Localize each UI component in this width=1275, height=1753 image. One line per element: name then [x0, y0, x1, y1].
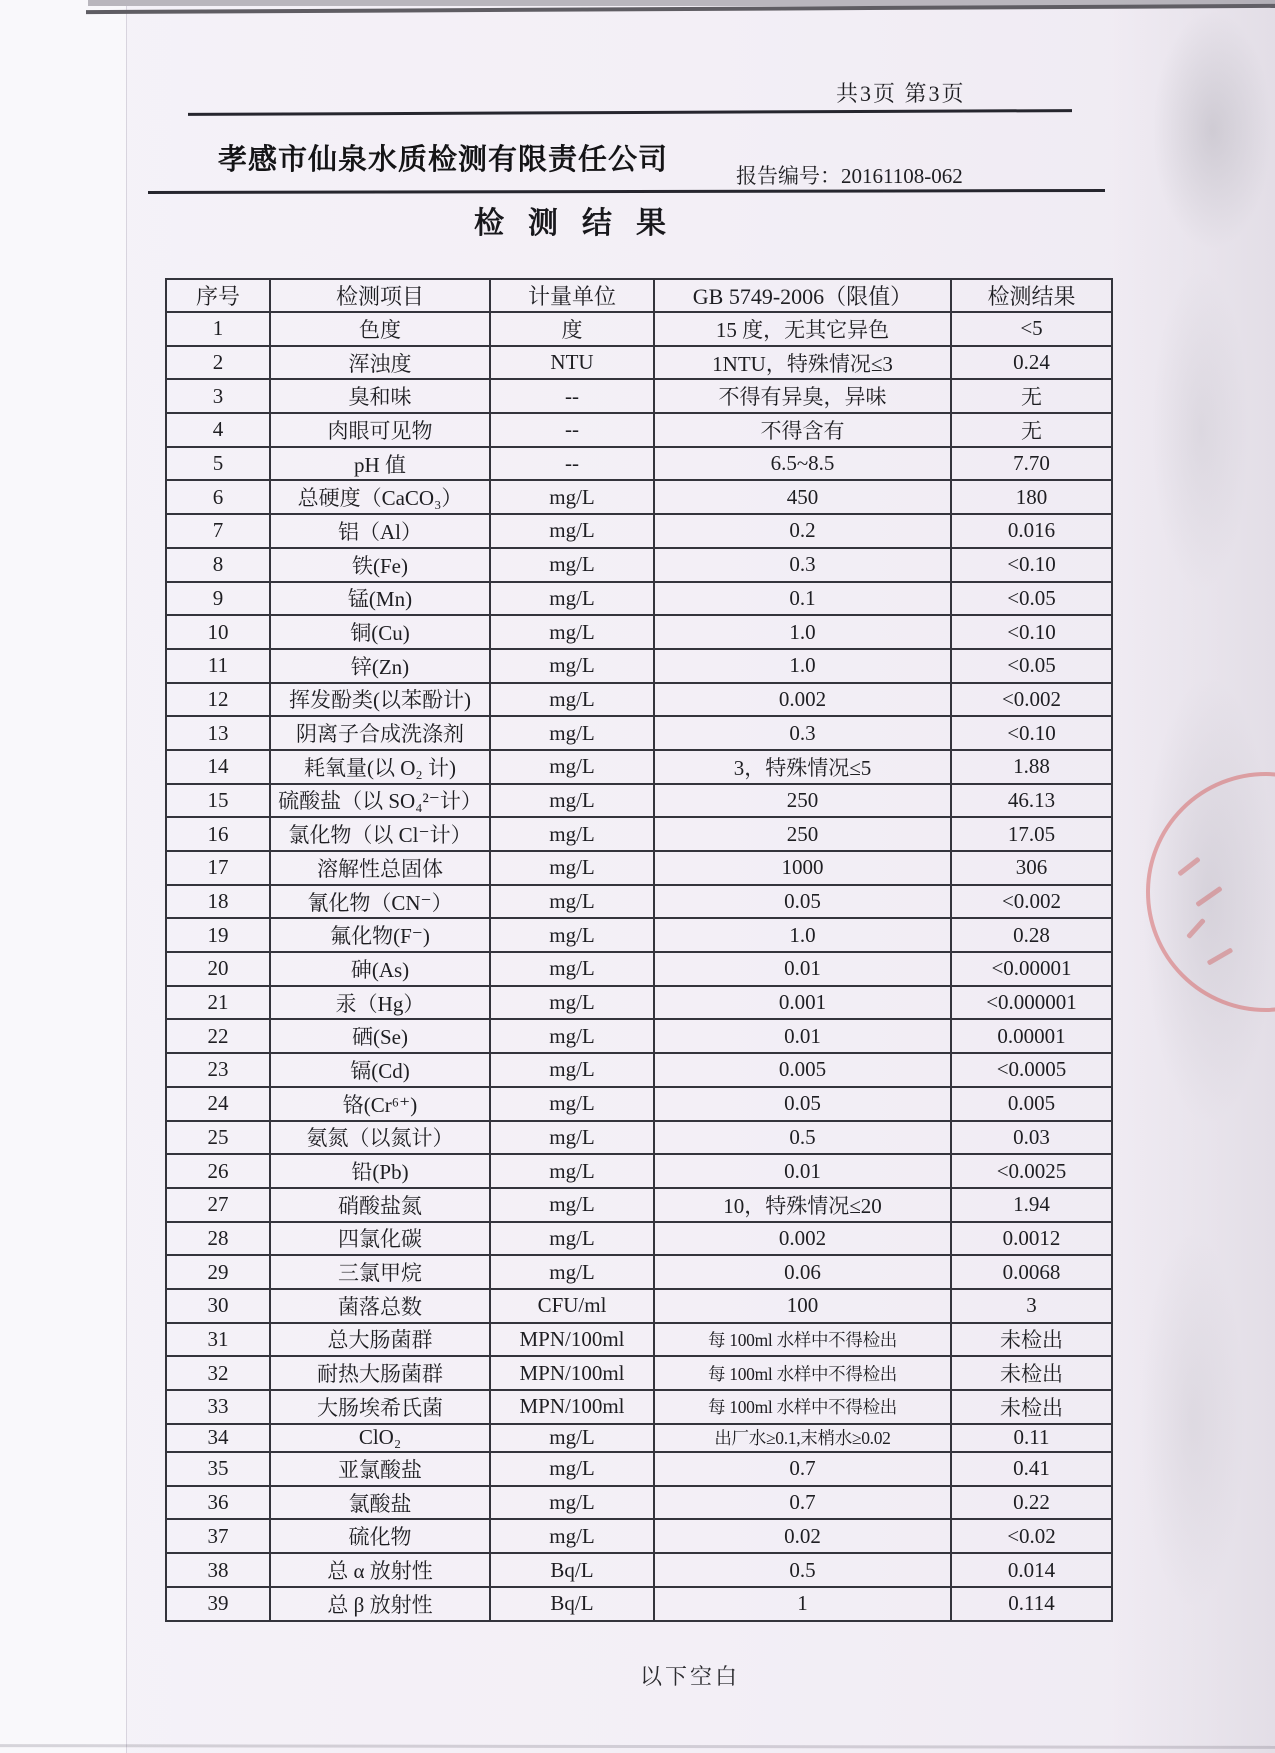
cell-index: 23 [166, 1053, 270, 1087]
cell-index: 34 [166, 1424, 270, 1452]
cell-limit: 0.05 [654, 1087, 951, 1121]
cell-result: 0.22 [951, 1486, 1112, 1520]
cell-result: 17.05 [951, 817, 1112, 851]
cell-unit: MPN/100ml [490, 1323, 654, 1357]
stamp-glyph-mark [1186, 918, 1206, 939]
cell-index: 31 [166, 1323, 270, 1357]
cell-item: 总硬度（CaCO₃） [270, 480, 490, 514]
cell-limit: 1.0 [654, 649, 951, 683]
cell-index: 25 [166, 1121, 270, 1155]
cell-item: 氰化物（CN⁻） [270, 885, 490, 919]
cell-item: 耗氧量(以 O₂ 计) [270, 750, 490, 784]
table-row [166, 784, 1112, 818]
cell-unit: mg/L [490, 784, 654, 818]
cell-result: 46.13 [951, 784, 1112, 818]
cell-item: 锌(Zn) [270, 649, 490, 683]
cell-result: <0.002 [951, 683, 1112, 717]
page-indicator: 共3页 第3页 [836, 81, 966, 106]
cell-item: 镉(Cd) [270, 1053, 490, 1087]
cell-limit: 1NTU，特殊情况≤3 [654, 346, 951, 380]
cell-result: 0.00001 [951, 1019, 1112, 1053]
cell-limit: 0.1 [654, 582, 951, 616]
cell-index: 2 [166, 346, 270, 380]
table-row [166, 1519, 1112, 1553]
paper-fold-edge [0, 0, 127, 1753]
cell-result: <0.02 [951, 1519, 1112, 1553]
table-row [166, 1121, 1112, 1155]
cell-index: 33 [166, 1390, 270, 1424]
cell-result: <0.002 [951, 885, 1112, 919]
cell-index: 14 [166, 750, 270, 784]
cell-item: 臭和味 [270, 379, 490, 413]
cell-unit: CFU/ml [490, 1289, 654, 1323]
cell-unit: mg/L [490, 1188, 654, 1222]
cell-index: 30 [166, 1289, 270, 1323]
cell-limit: 0.005 [654, 1053, 951, 1087]
cell-result: 0.016 [951, 514, 1112, 548]
table-row [166, 447, 1112, 481]
cell-index: 27 [166, 1188, 270, 1222]
cell-result: 0.114 [951, 1587, 1112, 1621]
cell-index: 26 [166, 1154, 270, 1188]
cell-index: 15 [166, 784, 270, 818]
cell-unit: MPN/100ml [490, 1356, 654, 1390]
cell-limit: 100 [654, 1289, 951, 1323]
cell-result: 180 [951, 480, 1112, 514]
cell-index: 6 [166, 480, 270, 514]
cell-limit: 1 [654, 1587, 951, 1621]
cell-result: 3 [951, 1289, 1112, 1323]
cell-item: 铅(Pb) [270, 1154, 490, 1188]
cell-unit: mg/L [490, 1222, 654, 1256]
cell-item: 汞（Hg） [270, 986, 490, 1020]
cell-index: 13 [166, 716, 270, 750]
table-row [166, 548, 1112, 582]
table-row [166, 1289, 1112, 1323]
table-row [166, 1553, 1112, 1587]
cell-index: 7 [166, 514, 270, 548]
cell-unit: mg/L [490, 1087, 654, 1121]
cell-item: 硝酸盐氮 [270, 1188, 490, 1222]
cell-item: 氯酸盐 [270, 1486, 490, 1520]
table-row [166, 1356, 1112, 1390]
cell-index: 29 [166, 1255, 270, 1289]
cell-item: 四氯化碳 [270, 1222, 490, 1256]
cell-unit: mg/L [490, 817, 654, 851]
cell-index: 24 [166, 1087, 270, 1121]
stamp-glyph-mark [1207, 947, 1234, 965]
cell-result: 未检出 [951, 1390, 1112, 1424]
cell-limit: 1000 [654, 851, 951, 885]
cell-result: <0.05 [951, 582, 1112, 616]
cell-index: 9 [166, 582, 270, 616]
cell-index: 1 [166, 312, 270, 346]
cell-item: 氯化物（以 Cl⁻计） [270, 817, 490, 851]
table-row [166, 1019, 1112, 1053]
cell-limit: 6.5~8.5 [654, 447, 951, 481]
table-row [166, 615, 1112, 649]
cell-index: 18 [166, 885, 270, 919]
cell-item: 总 α 放射性 [270, 1553, 490, 1587]
cell-item: 溶解性总固体 [270, 851, 490, 885]
cell-limit: 0.002 [654, 683, 951, 717]
cell-item: 硒(Se) [270, 1019, 490, 1053]
table-row [166, 1390, 1112, 1424]
cell-result: 0.41 [951, 1452, 1112, 1486]
cell-limit: 250 [654, 817, 951, 851]
cell-result: 1.94 [951, 1188, 1112, 1222]
cell-item: 铬(Cr⁶⁺) [270, 1087, 490, 1121]
cell-result: 无 [951, 413, 1112, 447]
table-row [166, 986, 1112, 1020]
cell-item: 菌落总数 [270, 1289, 490, 1323]
stamp-glyph-mark [1195, 886, 1222, 907]
table-row [166, 851, 1112, 885]
cell-index: 5 [166, 447, 270, 481]
cell-limit: 3，特殊情况≤5 [654, 750, 951, 784]
cell-unit: mg/L [490, 1154, 654, 1188]
cell-item: 硫酸盐（以 SO₄²⁻计） [270, 784, 490, 818]
stamp-glyph-mark [1177, 857, 1201, 877]
cell-index: 39 [166, 1587, 270, 1621]
table-row [166, 1222, 1112, 1256]
table-row [166, 1486, 1112, 1520]
column-header: 检测结果 [951, 279, 1112, 312]
cell-unit: mg/L [490, 1424, 654, 1452]
cell-unit: mg/L [490, 986, 654, 1020]
cell-unit: mg/L [490, 750, 654, 784]
results-table-body [166, 312, 1112, 1621]
cell-unit: mg/L [490, 1519, 654, 1553]
cell-index: 20 [166, 952, 270, 986]
table-row [166, 750, 1112, 784]
cell-index: 10 [166, 615, 270, 649]
cell-unit: Bq/L [490, 1553, 654, 1587]
cell-result: 0.11 [951, 1424, 1112, 1452]
cell-limit: 1.0 [654, 918, 951, 952]
cell-result: <0.10 [951, 615, 1112, 649]
cell-index: 4 [166, 413, 270, 447]
cell-limit: 0.5 [654, 1553, 951, 1587]
footer-note: 以下空白 [640, 1664, 741, 1689]
cell-unit: 度 [490, 312, 654, 346]
cell-result: 未检出 [951, 1323, 1112, 1357]
cell-result: 1.88 [951, 750, 1112, 784]
cell-index: 32 [166, 1356, 270, 1390]
cell-unit: mg/L [490, 952, 654, 986]
table-row [166, 649, 1112, 683]
cell-unit: mg/L [490, 480, 654, 514]
cell-unit: mg/L [490, 918, 654, 952]
cell-item: pH 值 [270, 447, 490, 481]
cell-item: 三氯甲烷 [270, 1255, 490, 1289]
table-row [166, 1255, 1112, 1289]
cell-item: 氨氮（以氮计） [270, 1121, 490, 1155]
table-row [166, 1154, 1112, 1188]
company-name: 孝感市仙泉水质检测有限责任公司 [218, 144, 669, 176]
cell-unit: mg/L [490, 716, 654, 750]
cell-limit: 10，特殊情况≤20 [654, 1188, 951, 1222]
cell-limit: 0.06 [654, 1255, 951, 1289]
cell-limit: 0.2 [654, 514, 951, 548]
cell-result: 0.03 [951, 1121, 1112, 1155]
cell-limit: 不得有异臭，异味 [654, 379, 951, 413]
cell-unit: mg/L [490, 1255, 654, 1289]
cell-unit: mg/L [490, 1486, 654, 1520]
cell-item: 大肠埃希氏菌 [270, 1390, 490, 1424]
cell-limit: 0.01 [654, 1154, 951, 1188]
cell-item: 阴离子合成洗涤剂 [270, 716, 490, 750]
cell-result: <0.05 [951, 649, 1112, 683]
cell-index: 16 [166, 817, 270, 851]
cell-limit: 0.05 [654, 885, 951, 919]
table-row [166, 413, 1112, 447]
cell-index: 17 [166, 851, 270, 885]
cell-result: <0.000001 [951, 986, 1112, 1020]
cell-limit: 每 100ml 水样中不得检出 [654, 1356, 951, 1390]
table-row [166, 716, 1112, 750]
cell-item: 总大肠菌群 [270, 1323, 490, 1357]
cell-index: 36 [166, 1486, 270, 1520]
table-row [166, 683, 1112, 717]
cell-result: 0.24 [951, 346, 1112, 380]
cell-index: 28 [166, 1222, 270, 1256]
table-row [166, 952, 1112, 986]
cell-unit: mg/L [490, 1452, 654, 1486]
column-header: 检测项目 [270, 279, 490, 312]
cell-unit: mg/L [490, 885, 654, 919]
cell-item: 铝（Al） [270, 514, 490, 548]
cell-unit: mg/L [490, 615, 654, 649]
cell-item: 氟化物(F⁻) [270, 918, 490, 952]
cell-limit: 0.01 [654, 1019, 951, 1053]
cell-unit: mg/L [490, 683, 654, 717]
cell-limit: 每 100ml 水样中不得检出 [654, 1323, 951, 1357]
cell-unit: MPN/100ml [490, 1390, 654, 1424]
table-row [166, 1587, 1112, 1621]
cell-result: 0.005 [951, 1087, 1112, 1121]
column-header: GB 5749-2006（限值） [654, 279, 951, 312]
cell-limit: 450 [654, 480, 951, 514]
cell-unit: mg/L [490, 1121, 654, 1155]
cell-limit: 250 [654, 784, 951, 818]
column-header: 序号 [166, 279, 270, 312]
cell-limit: 1.0 [654, 615, 951, 649]
cell-unit: mg/L [490, 582, 654, 616]
cell-index: 8 [166, 548, 270, 582]
cell-item: 硫化物 [270, 1519, 490, 1553]
cell-limit: 15 度，无其它异色 [654, 312, 951, 346]
cell-limit: 0.3 [654, 548, 951, 582]
cell-unit: -- [490, 413, 654, 447]
table-row [166, 1053, 1112, 1087]
cell-item: 肉眼可见物 [270, 413, 490, 447]
cell-result: 无 [951, 379, 1112, 413]
table-row [166, 312, 1112, 346]
cell-index: 11 [166, 649, 270, 683]
cell-result: 306 [951, 851, 1112, 885]
table-header-row [166, 279, 1112, 312]
table-row [166, 379, 1112, 413]
table-row [166, 582, 1112, 616]
cell-index: 3 [166, 379, 270, 413]
cell-item: 挥发酚类(以苯酚计) [270, 683, 490, 717]
cell-unit: -- [490, 379, 654, 413]
cell-limit: 0.01 [654, 952, 951, 986]
cell-result: 7.70 [951, 447, 1112, 481]
cell-limit: 0.7 [654, 1486, 951, 1520]
document-title: 检测结果 [474, 207, 690, 240]
cell-item: 锰(Mn) [270, 582, 490, 616]
table-row [166, 1188, 1112, 1222]
table-row [166, 480, 1112, 514]
cell-unit: -- [490, 447, 654, 481]
cell-item: 浑浊度 [270, 346, 490, 380]
table-row [166, 817, 1112, 851]
column-header: 计量单位 [490, 279, 654, 312]
cell-limit: 0.3 [654, 716, 951, 750]
cell-index: 37 [166, 1519, 270, 1553]
cell-result: <0.0005 [951, 1053, 1112, 1087]
cell-unit: mg/L [490, 851, 654, 885]
cell-unit: NTU [490, 346, 654, 380]
cell-result: <0.00001 [951, 952, 1112, 986]
cell-unit: Bq/L [490, 1587, 654, 1621]
cell-result: 0.014 [951, 1553, 1112, 1587]
cell-result: <0.10 [951, 716, 1112, 750]
cell-index: 22 [166, 1019, 270, 1053]
cell-item: 总 β 放射性 [270, 1587, 490, 1621]
table-row [166, 346, 1112, 380]
table-row [166, 918, 1112, 952]
cell-limit: 0.002 [654, 1222, 951, 1256]
results-table [165, 278, 1113, 1622]
table-row [166, 1087, 1112, 1121]
table-row [166, 514, 1112, 548]
cell-index: 12 [166, 683, 270, 717]
cell-limit: 每 100ml 水样中不得检出 [654, 1390, 951, 1424]
cell-item: 亚氯酸盐 [270, 1452, 490, 1486]
cell-index: 38 [166, 1553, 270, 1587]
cell-result: 0.28 [951, 918, 1112, 952]
cell-unit: mg/L [490, 1053, 654, 1087]
cell-item: 铁(Fe) [270, 548, 490, 582]
cell-result: 0.0012 [951, 1222, 1112, 1256]
cell-unit: mg/L [490, 548, 654, 582]
cell-result: <5 [951, 312, 1112, 346]
cell-index: 35 [166, 1452, 270, 1486]
table-row [166, 1452, 1112, 1486]
cell-limit: 出厂水≥0.1,末梢水≥0.02 [654, 1424, 951, 1452]
cell-result: 未检出 [951, 1356, 1112, 1390]
cell-limit: 0.7 [654, 1452, 951, 1486]
cell-item: 砷(As) [270, 952, 490, 986]
cell-limit: 0.5 [654, 1121, 951, 1155]
cell-result: <0.0025 [951, 1154, 1112, 1188]
report-number: 报告编号：20161108-062 [736, 164, 963, 188]
cell-unit: mg/L [490, 514, 654, 548]
cell-item: ClO₂ [270, 1424, 490, 1452]
cell-result: <0.10 [951, 548, 1112, 582]
cell-unit: mg/L [490, 649, 654, 683]
cell-index: 19 [166, 918, 270, 952]
cell-limit: 0.001 [654, 986, 951, 1020]
cell-limit: 不得含有 [654, 413, 951, 447]
cell-item: 铜(Cu) [270, 615, 490, 649]
cell-item: 色度 [270, 312, 490, 346]
table-row [166, 885, 1112, 919]
cell-limit: 0.02 [654, 1519, 951, 1553]
table-row [166, 1323, 1112, 1357]
table-row [166, 1424, 1112, 1452]
cell-index: 21 [166, 986, 270, 1020]
cell-unit: mg/L [490, 1019, 654, 1053]
cell-item: 耐热大肠菌群 [270, 1356, 490, 1390]
cell-result: 0.0068 [951, 1255, 1112, 1289]
